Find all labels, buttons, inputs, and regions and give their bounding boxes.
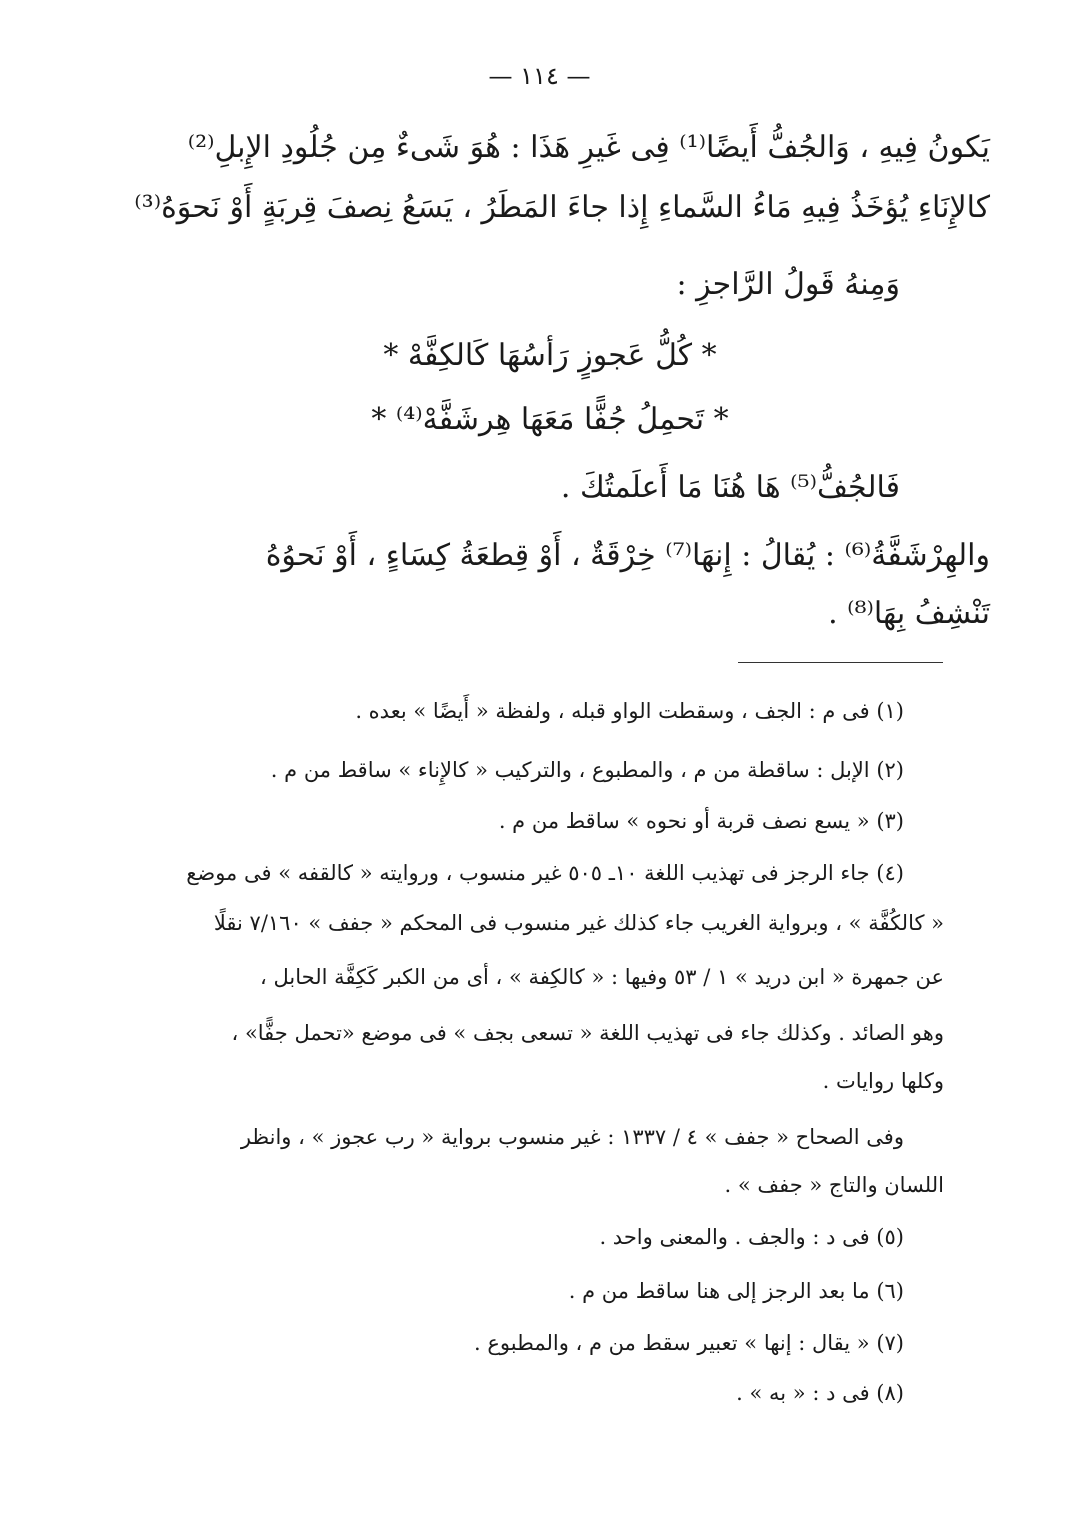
main-line: وَمِنهُ قَولُ الرَّاجزِ :: [676, 267, 900, 302]
footnote: وفى الصحاح « جفف » ٤ / ١٣٣٧ : غير منسوب برواية « رب عجوز » ، وانظر: [240, 1125, 904, 1149]
footnote: (٣) « يسع نصف قربة أو نحوه » ساقط من م .: [498, 809, 904, 833]
verse-line: * تَحمِلُ جُفًّا مَعَهَا هِرشَفَّهْ⁽⁴⁾ *: [371, 402, 729, 437]
verse-line: * كُلُّ عَجوزٍ رَأسُهَا كَالكِفَّهْ *: [383, 338, 717, 373]
footnote: (٨) فى د : « به » .: [736, 1381, 904, 1405]
footnote: « كالكُفَّة » ، وبرواية الغريب جاء كذلك غير منسوب فى المحكم « جفف » ٧/١٦٠ نقلًا: [213, 911, 944, 935]
footnote: (٤) جاء الرجز فى تهذيب اللغة ١٠ـ ٥٠٥ غير منسوب ، وروايته « كالقفه » فى موضع: [186, 861, 904, 885]
main-line: والهِرْشَفَّةُ⁽⁶⁾ : يُقالُ : إِنهَا⁽⁷⁾ خِرْقَةٌ ، أَوْ قِطعَةُ كِسَاءٍ ، أَوْ نَحوُهُ: [265, 538, 990, 573]
footnote: وهو الصائد . وكذلك جاء فى تهذيب اللغة « تسعى بجف » فى موضع «تحمل جفًّا» ،: [231, 1021, 944, 1045]
footnote: اللسان والتاج « جفف » .: [724, 1173, 944, 1197]
main-line: يَكونُ فِيهِ ، وَالجُفُّ أَيضًا⁽¹⁾ فِى غَيرِ هَذَا : هُوَ شَىءٌ مِن جُلُودِ الإِبلِ⁽²⁾: [187, 130, 990, 165]
footnote: (٦) ما بعد الرجز إلى هنا ساقط من م .: [568, 1279, 904, 1303]
footnote: (٥) فى د : والجف . والمعنى واحد .: [599, 1225, 904, 1249]
footnote: (١) فى م : الجف ، وسقطت الواو قبله ، ولفظة « أَيضًا » بعده .: [355, 699, 904, 723]
footnote: وكلها روايات .: [822, 1069, 944, 1093]
main-text: [110, 0, 990, 700]
main-line: كالإِنَاءِ يُؤخَذُ فِيهِ مَاءُ السَّماءِ إِذا جاءَ المَطَرُ ، يَسَعُ نِصفَ قِربَةٍ أَوْ نَحوَهُ⁽³⁾: [134, 190, 990, 225]
page-number: — ١١٤ —: [488, 62, 591, 90]
footnote-divider: [738, 662, 943, 663]
main-line: فَالجُفُّ⁽⁵⁾ هَا هُنَا مَا أَعلَمتُكَ .: [560, 470, 900, 505]
footnote: (٢) الإبل : ساقطة من م ، والمطبوع ، والتركيب « كالإِناء » ساقط من م .: [270, 758, 904, 782]
footnote: (٧) « يقال : إنها » تعبير سقط من م ، والمطبوع .: [474, 1331, 904, 1355]
main-line: تَنْشِفُ بِهَا⁽⁸⁾ .: [828, 596, 990, 631]
footnote: عن جمهرة « ابن دريد » ١ / ٥٣ وفيها : « كالكِفة » ، أى من الكبر كَكِفَّة الحابل ،: [260, 965, 944, 989]
